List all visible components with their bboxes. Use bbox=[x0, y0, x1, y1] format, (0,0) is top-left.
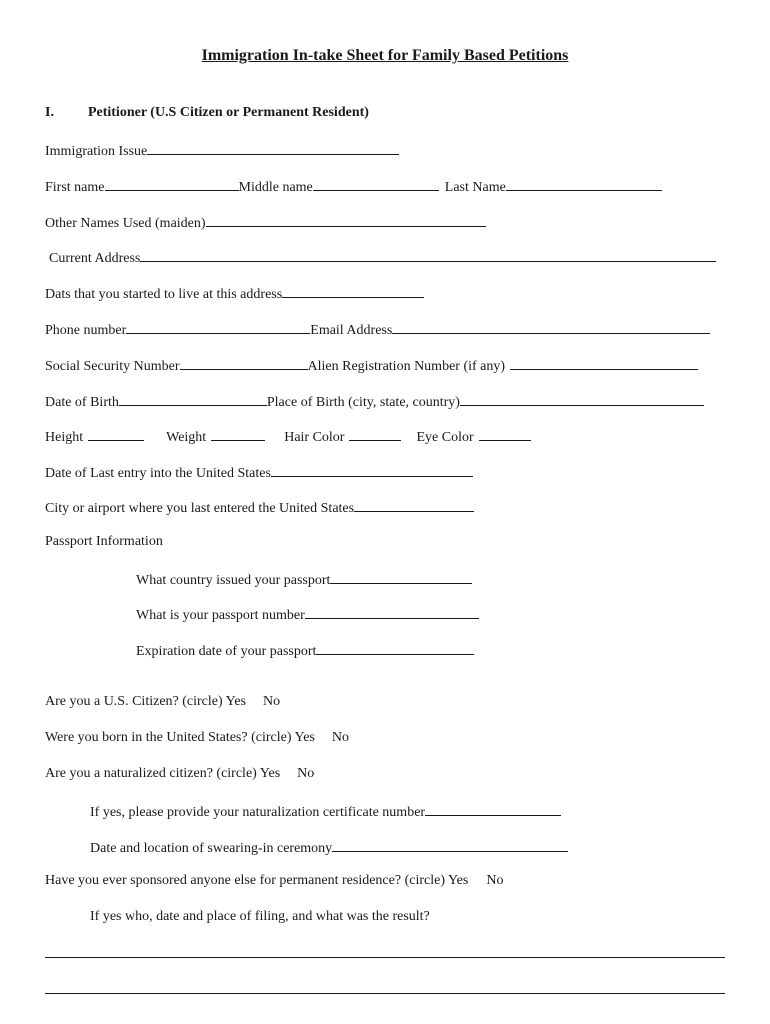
passport-expiry-row bbox=[136, 640, 474, 661]
height-label: Height bbox=[45, 430, 84, 445]
last-name-field[interactable] bbox=[506, 176, 662, 191]
name-row bbox=[45, 176, 662, 197]
passport-number-label: What is your passport number bbox=[136, 608, 305, 623]
ssn-label: Social Security Number bbox=[45, 359, 180, 374]
passport-expiry-label: Expiration date of your passport bbox=[136, 644, 317, 659]
us-citizen-question bbox=[45, 693, 280, 711]
swearing-in-field[interactable] bbox=[332, 837, 568, 852]
middle-name-field[interactable] bbox=[313, 176, 439, 191]
immigration-issue-row bbox=[45, 140, 399, 161]
passport-number-field[interactable] bbox=[305, 604, 479, 619]
swearing-in-label: Date and location of swearing-in ceremony bbox=[90, 841, 333, 856]
last-entry-date-field[interactable] bbox=[271, 462, 473, 477]
naturalized-question-text: Are you a naturalized citizen? (circle) Yes bbox=[45, 766, 281, 781]
immigration-issue-field[interactable] bbox=[147, 140, 399, 155]
naturalized-no-option[interactable]: No bbox=[297, 766, 315, 781]
last-name-label: Last Name bbox=[444, 180, 506, 195]
immigration-issue-label: Immigration Issue bbox=[45, 144, 148, 159]
passport-number-row bbox=[136, 604, 479, 625]
dob-label: Date of Birth bbox=[45, 395, 119, 410]
weight-label: Weight bbox=[166, 430, 207, 445]
form-title: Immigration In-take Sheet for Family Based Petitions bbox=[201, 47, 569, 64]
dates-address-label: Dats that you started to live at this address bbox=[45, 287, 283, 302]
nat-cert-label: If yes, please provide your naturalization certificate number bbox=[90, 805, 426, 820]
phone-label: Phone number bbox=[45, 323, 127, 338]
nat-cert-field[interactable] bbox=[425, 801, 561, 816]
naturalized-question bbox=[45, 765, 314, 783]
swearing-in-row bbox=[90, 837, 568, 858]
eye-color-field[interactable] bbox=[479, 426, 531, 441]
sponsored-details-prompt: If yes who, date and place of filing, and what was the result? bbox=[90, 909, 430, 924]
sponsored-question-text: Have you ever sponsored anyone else for permanent residence? (circle) Yes bbox=[45, 873, 469, 888]
us-citizen-question-text: Are you a U.S. Citizen? (circle) Yes bbox=[45, 694, 247, 709]
middle-name-label: Middle name bbox=[238, 180, 313, 195]
physical-row bbox=[45, 426, 531, 447]
us-citizen-no-option[interactable]: No bbox=[263, 694, 281, 709]
email-field[interactable] bbox=[392, 319, 710, 334]
alien-reg-label: Alien Registration Number (if any) bbox=[307, 359, 506, 374]
section-heading bbox=[45, 104, 369, 122]
last-entry-date-label: Date of Last entry into the United States bbox=[45, 466, 271, 481]
pob-label: Place of Birth (city, state, country) bbox=[266, 395, 460, 410]
first-name-field[interactable] bbox=[105, 176, 239, 191]
email-label: Email Address bbox=[310, 323, 393, 338]
alien-reg-field[interactable] bbox=[510, 355, 698, 370]
phone-field[interactable] bbox=[126, 319, 310, 334]
sponsored-question bbox=[45, 872, 503, 890]
passport-country-field[interactable] bbox=[330, 569, 472, 584]
first-name-label: First name bbox=[45, 180, 105, 195]
section-number: I. bbox=[45, 105, 54, 120]
current-address-field[interactable] bbox=[140, 247, 716, 262]
ssn-row bbox=[45, 355, 698, 376]
passport-country-label: What country issued your passport bbox=[136, 573, 331, 588]
current-address-row bbox=[49, 247, 716, 268]
last-entry-place-row bbox=[45, 497, 474, 518]
other-names-row bbox=[45, 212, 486, 233]
passport-info-heading: Passport Information bbox=[45, 534, 163, 549]
born-us-question bbox=[45, 729, 349, 747]
answer-line-1[interactable] bbox=[45, 957, 725, 958]
section-title: Petitioner (U.S Citizen or Permanent Resident) bbox=[87, 105, 369, 120]
other-names-label: Other Names Used (maiden) bbox=[45, 216, 206, 231]
born-us-question-text: Were you born in the United States? (circle) Yes bbox=[45, 730, 315, 745]
height-field[interactable] bbox=[88, 426, 144, 441]
hair-color-label: Hair Color bbox=[284, 430, 345, 445]
last-entry-date-row bbox=[45, 462, 473, 483]
pob-field[interactable] bbox=[460, 391, 704, 406]
dates-address-field[interactable] bbox=[282, 283, 424, 298]
passport-country-row bbox=[136, 569, 472, 590]
ssn-field[interactable] bbox=[180, 355, 308, 370]
sponsored-no-option[interactable]: No bbox=[486, 873, 504, 888]
answer-line-2[interactable] bbox=[45, 993, 725, 994]
born-us-no-option[interactable]: No bbox=[331, 730, 349, 745]
other-names-field[interactable] bbox=[206, 212, 486, 227]
last-entry-place-field[interactable] bbox=[354, 497, 474, 512]
weight-field[interactable] bbox=[211, 426, 265, 441]
last-entry-place-label: City or airport where you last entered the United States bbox=[45, 501, 355, 516]
dob-field[interactable] bbox=[119, 391, 267, 406]
eye-color-label: Eye Color bbox=[416, 430, 474, 445]
dates-address-row bbox=[45, 283, 424, 304]
contact-row bbox=[45, 319, 710, 340]
birth-row bbox=[45, 391, 704, 412]
current-address-label: Current Address bbox=[49, 251, 141, 266]
hair-color-field[interactable] bbox=[349, 426, 401, 441]
passport-expiry-field[interactable] bbox=[316, 640, 474, 655]
nat-cert-row bbox=[90, 801, 561, 822]
